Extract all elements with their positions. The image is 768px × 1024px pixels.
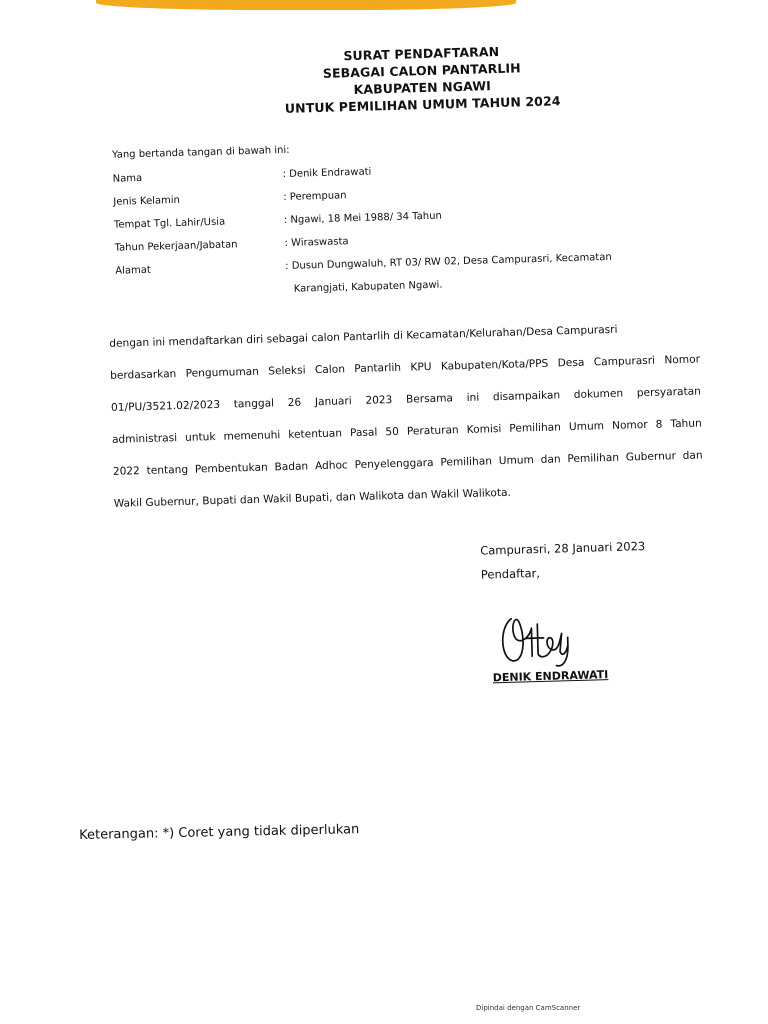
field-value-nama: : Denik Endrawati	[282, 166, 372, 181]
field-label-ttl: Tempat Tgl. Lahir/Usia	[113, 216, 226, 231]
signature-place-date: Campurasri, 28 Januari 2023	[480, 539, 646, 558]
paragraph-line-4: administrasi untuk memenuhi ketentuan Pasal 50 Peraturan Komisi Pemilihan Umum Nomor 8 Tahun	[111, 417, 702, 446]
paragraph-line-1: dengan ini mendaftarkan diri sebagai calon Pantarlih di Kecamatan/Kelurahan/Desa Campurasri	[109, 323, 618, 350]
letter-sheet	[30, 0, 768, 1024]
field-label-pekerjaan: Tahun Pekerjaan/Jabatan	[114, 239, 238, 254]
paragraph-line-3: 01/PU/3521.02/2023 tanggal 26 Januari 2023 Bersama ini disampaikan dokumen persyaratan	[110, 385, 702, 414]
paragraph-line-5: 2022 tentang Pembentukan Badan Adhoc Penyelenggara Pemilihan Umum dan Pemilihan Gubernur dan	[112, 449, 703, 478]
letter-purpose: UNTUK PEMILIHAN UMUM TAHUN 2024	[284, 93, 561, 116]
letter-region: KABUPATEN NGAWI	[353, 78, 492, 97]
note-text: Keterangan: *) Coret yang tidak diperlukan	[79, 822, 360, 843]
field-value-alamat: : Dusun Dungwaluh, RT 03/ RW 02, Desa Campurasri, Kecamatan	[285, 251, 612, 272]
field-label-alamat: Alamat	[115, 264, 151, 277]
field-label-nama: Nama	[112, 172, 143, 185]
field-value-alamat-line2: Karangjati, Kabupaten Ngawi.	[293, 279, 443, 295]
letter-subtitle: SEBAGAI CALON PANTARLIH	[322, 60, 521, 81]
signature-name: DENIK ENDRAWATI	[492, 668, 609, 685]
field-value-ttl: : Ngawi, 18 Mei 1988/ 34 Tahun	[283, 210, 442, 226]
signature-role: Pendaftar,	[480, 565, 541, 582]
letter-title: SURAT PENDAFTARAN	[343, 43, 500, 64]
paragraph-line-2: berdasarkan Pengumuman Seleksi Calon Pantarlih KPU Kabupaten/Kota/PPS Desa Campurasri Nomor	[110, 353, 701, 382]
handwritten-signature	[495, 597, 587, 671]
field-label-jenis-kelamin: Jenis Kelamin	[113, 194, 181, 208]
scanner-watermark: Dipindai dengan CamScanner	[476, 1004, 581, 1012]
field-value-pekerjaan: : Wiraswasta	[284, 236, 349, 249]
intro-text: Yang bertanda tangan di bawah ini:	[111, 144, 290, 161]
paragraph-line-6: Wakil Gubernur, Bupati dan Wakil Bupati, dan Walikota dan Wakil Walikota.	[113, 486, 512, 510]
field-value-jenis-kelamin: : Perempuan	[283, 190, 347, 203]
